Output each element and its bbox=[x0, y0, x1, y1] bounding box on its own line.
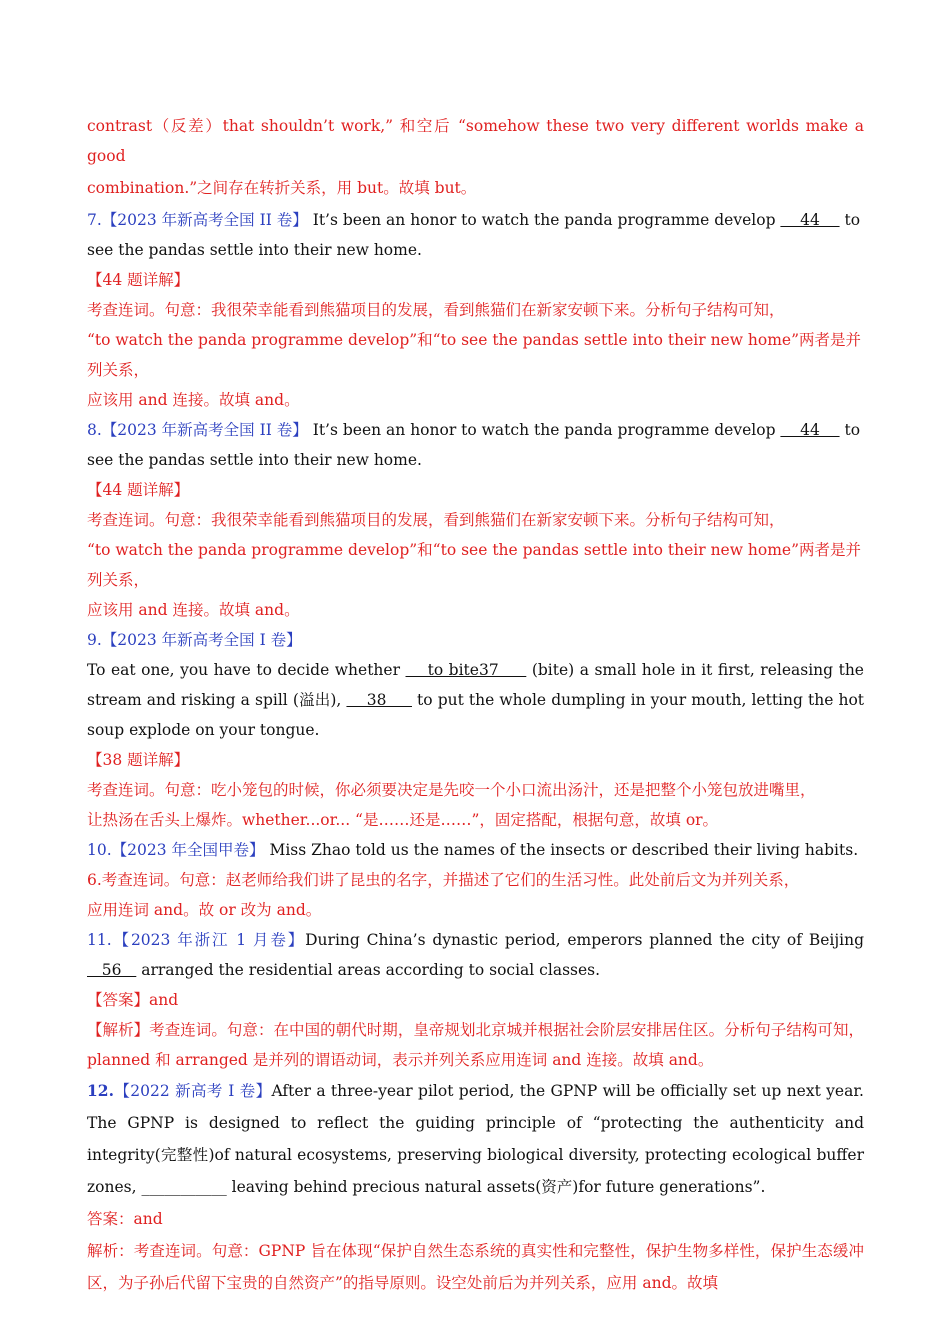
question-number: 11. bbox=[87, 931, 112, 949]
answer-blank: ___________ bbox=[141, 1178, 227, 1196]
question-text: (bite) a small hole in it first, releasing the stream and risking a spill (溢出), bbox=[87, 661, 864, 709]
answer-blank: 44 bbox=[780, 211, 840, 229]
question-text: Miss Zhao told us the names of the insects or described their living habits. bbox=[264, 841, 859, 859]
question-source: 【2023 年新高考全国 II 卷】 bbox=[101, 211, 308, 229]
question-11 bbox=[87, 925, 864, 985]
answer-line: 答案：and bbox=[87, 1210, 163, 1228]
explanation-heading: 【38 题详解】 bbox=[87, 751, 190, 769]
answer-blank: to bite37 bbox=[405, 661, 527, 679]
question-text: arranged the residential areas according to social classes. bbox=[136, 961, 601, 979]
question-8 bbox=[87, 415, 864, 475]
analysis-paragraph bbox=[87, 1015, 864, 1075]
document-page bbox=[87, 111, 864, 1299]
explanation-heading: 【44 题详解】 bbox=[87, 481, 190, 499]
answer-blank: 44 bbox=[780, 421, 840, 439]
analysis-label: 【解析】 bbox=[87, 1021, 150, 1039]
question-number: 12. bbox=[87, 1081, 114, 1100]
question-9-header bbox=[87, 625, 864, 655]
explanation-line: 考查连词。句意：我很荣幸能看到熊猫项目的发展，看到熊猫们在新家安顿下来。分析句子结构可知， bbox=[87, 511, 785, 529]
question-12 bbox=[87, 1075, 864, 1203]
question-text: It’s been an honor to watch the panda programme develop bbox=[307, 421, 781, 439]
question-source: 【2023 年浙江 1 月卷】 bbox=[111, 931, 306, 949]
answer-blank: 56 bbox=[87, 961, 137, 979]
question-text: After a three-year pilot period, the GPNP will be officially set up next year. The GPNP is designed to reflect the guiding principle of “protecting the authenticity and integrity(完整性)of natural ecosystems, preserving biological diversity, protecting ecological buffer zones, bbox=[87, 1082, 864, 1196]
intro-line-2: combination.”之间存在转折关系，用 but。故填 but。 bbox=[87, 179, 477, 197]
question-text: to see the pandas settle into their new home. bbox=[87, 211, 861, 259]
explanation-line: 考查连词。句意：吃小笼包的时候，你必须要决定是先咬一个小口流出汤汁，还是把整个小笼包放进嘴里， bbox=[87, 781, 816, 799]
question-text: To eat one, you have to decide whether bbox=[87, 661, 406, 679]
question-source: 【2023 年新高考全国 II 卷】 bbox=[101, 421, 308, 439]
explanation-line: “to watch the panda programme develop”和“to see the pandas settle into their new home”两者是并列关系， bbox=[87, 541, 862, 589]
question-7 bbox=[87, 205, 864, 265]
answer-label: 【答案】 bbox=[87, 991, 150, 1009]
question-number: 10. bbox=[87, 841, 112, 859]
question-source: 【2023 年新高考全国 I 卷】 bbox=[101, 631, 302, 649]
answer-blank: 38 bbox=[346, 691, 412, 709]
question-text: to see the pandas settle into their new home. bbox=[87, 421, 861, 469]
question-text: leaving behind precious natural assets(资产)for future generations”. bbox=[226, 1178, 766, 1196]
question-number: 9. bbox=[87, 631, 102, 649]
explanation-line: 应用连词 and。故 or 改为 and。 bbox=[87, 901, 322, 919]
explanation-line: 6.考查连词。句意：赵老师给我们讲了昆虫的名字，并描述了它们的生活习性。此处前后文为并列关系， bbox=[87, 871, 800, 889]
explanation-line: 应该用 and 连接。故填 and。 bbox=[87, 601, 300, 619]
intro-line-1: contrast（反差）that shouldn’t work,” 和空后 “somehow these two very different worlds make a good bbox=[87, 117, 864, 165]
question-text: to put the whole dumpling in your mouth, letting the hot soup explode on your tongue. bbox=[87, 691, 865, 739]
question-number: 8. bbox=[87, 421, 102, 439]
explanation-line: 考查连词。句意：我很荣幸能看到熊猫项目的发展，看到熊猫们在新家安顿下来。分析句子结构可知， bbox=[87, 301, 785, 319]
analysis-paragraph: 解析：考查连词。句意：GPNP 旨在体现“保护自然生态系统的真实性和完整性，保护生物多样性，保护生态缓冲区，为子孙后代留下宝贵的自然资产”的指导原则。设空处前后为并列关系，应用 and。故填 bbox=[87, 1242, 864, 1292]
question-number: 7. bbox=[87, 211, 102, 229]
answer-line bbox=[87, 985, 864, 1015]
question-9-body bbox=[87, 655, 864, 745]
explanation-line: 让热汤在舌头上爆炸。whether...or... “是……还是……”，固定搭配，根据句意，故填 or。 bbox=[87, 811, 719, 829]
question-source: 【2023 年全国甲卷】 bbox=[111, 841, 265, 859]
explanation-line: “to watch the panda programme develop”和“to see the pandas settle into their new home”两者是并列关系， bbox=[87, 331, 862, 379]
answer-value: and bbox=[149, 991, 179, 1009]
question-10 bbox=[87, 835, 864, 865]
question-source: 【2022 新高考 I 卷】 bbox=[113, 1082, 272, 1100]
analysis-text: 考查连词。句意：在中国的朝代时期，皇帝规划北京城并根据社会阶层安排居住区。分析句子结构可知，planned 和 arranged 是并列的谓语动词，表示并列关系应用连词 and 连接。故填 and。 bbox=[87, 1021, 864, 1069]
question-text: It’s been an honor to watch the panda programme develop bbox=[307, 211, 781, 229]
question-text: During China’s dynastic period, emperors planned the city of Beijing bbox=[305, 931, 865, 949]
explanation-heading: 【44 题详解】 bbox=[87, 271, 190, 289]
explanation-line: 应该用 and 连接。故填 and。 bbox=[87, 391, 300, 409]
